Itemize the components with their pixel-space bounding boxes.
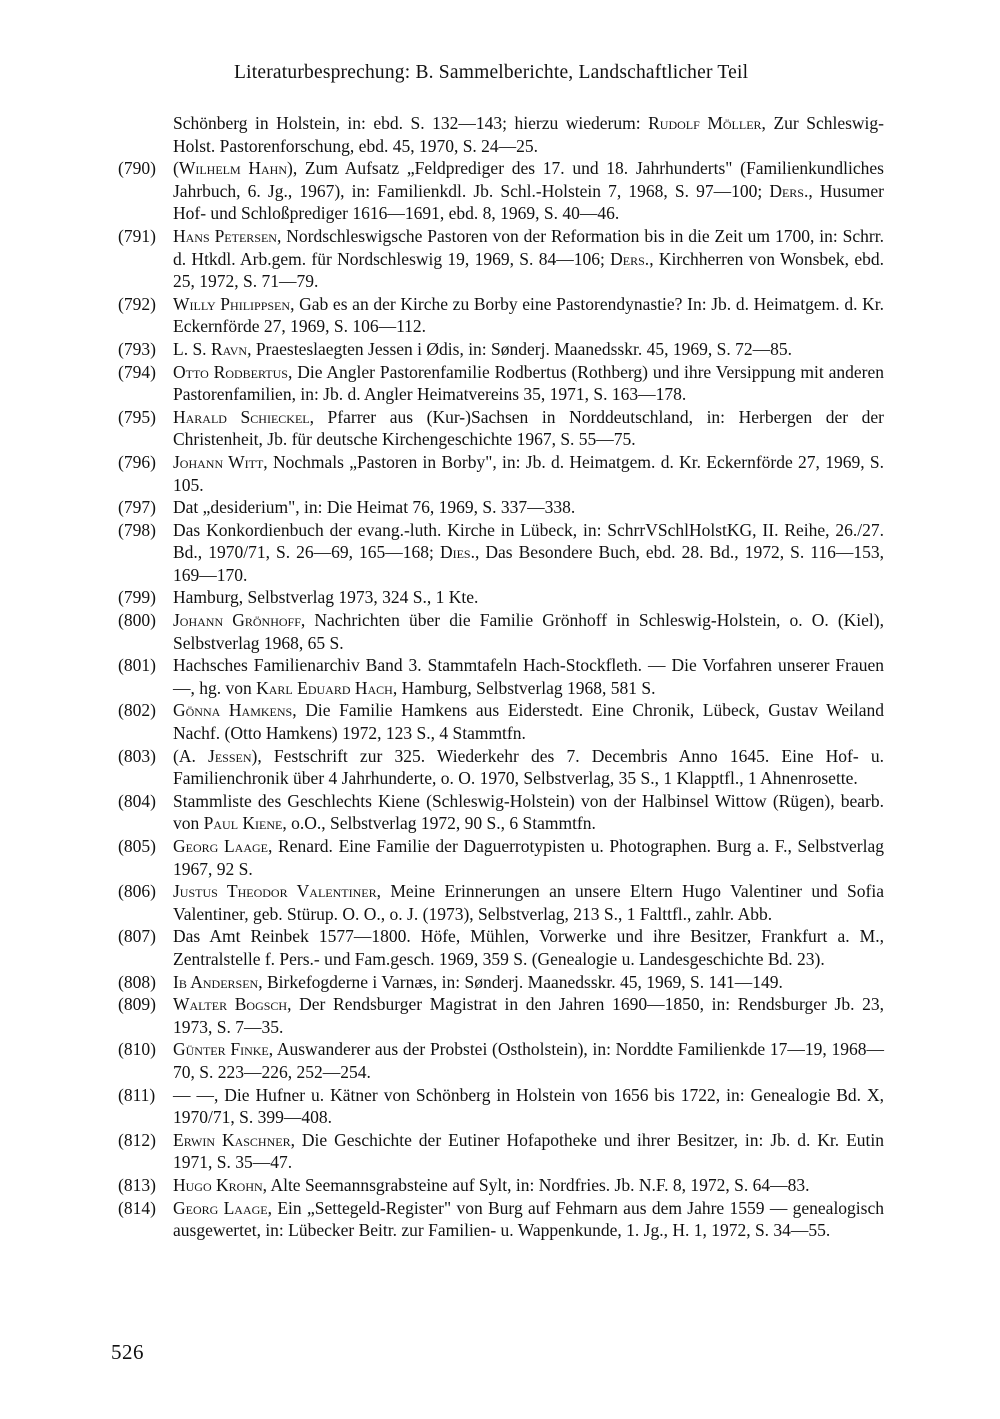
bibliography-entry — [118, 338, 884, 361]
bibliography-entry — [118, 112, 884, 157]
bibliography-entry — [118, 519, 884, 587]
entry-author: Walter Bogsch — [173, 994, 288, 1015]
entry-number: (808) — [118, 971, 156, 992]
bibliography-entry — [118, 293, 884, 338]
entry-number: (812) — [118, 1129, 156, 1150]
entry-author: Ders. — [610, 248, 650, 269]
entry-text: Hachsches Familienarchiv Band 3. Stammtafeln Hach-Stockfleth. — Die Vorfahren unserer Frauen —, hg. von — [173, 655, 884, 698]
bibliography-entry — [118, 1129, 884, 1174]
entry-number: (803) — [118, 745, 156, 766]
entry-text: Stammliste des Geschlechts Kiene (Schleswig-Holstein) von der Halbinsel Wittow (Rügen), bearb. von — [173, 790, 884, 834]
bibliography-entry — [118, 835, 884, 880]
bibliography-entry — [118, 586, 884, 609]
entry-author: Paul Kiene — [203, 813, 283, 834]
entry-text: , Ein „Settegeld-Register" von Burg auf Fehmarn aus dem Jahre 1559 — genealogisch ausgewertet, in: Lübecker Beitr. zur Familien- u. Wappenkunde, 1. Jg., H. 1, 1972, S. 34—55. — [173, 1197, 884, 1241]
bibliography-entry — [118, 745, 884, 790]
running-head: Literaturbesprechung: B. Sammelberichte, Landschaftlicher Teil — [234, 62, 749, 83]
bibliography-entry — [118, 1084, 884, 1129]
entry-text: , Kirchherren von Wonsbek, ebd. 25, 1972, S. 71—79. — [173, 248, 884, 292]
entry-text: , Nochmals „Pastoren in Borby", in: Jb. d. Heimatgem. d. Kr. Eckernförde 27, 1969, S. 105. — [173, 451, 884, 495]
entry-number: (813) — [118, 1174, 156, 1195]
bibliography-list — [118, 112, 884, 1242]
entry-author: Hugo Krohn — [173, 1174, 263, 1195]
entry-number: (796) — [118, 451, 156, 472]
entry-text: , Zum Aufsatz „Feldprediger des 17. und 18. Jahrhunderts" (Familienkundliches Jahrbuch, 6. Jg., 1967), in: Familienkdl. Jb. Schl.-Holstein 7, 1968, S. 97—100; — [173, 158, 884, 201]
entry-author: Willy Philippsen — [173, 293, 291, 314]
entry-number: (804) — [118, 790, 156, 811]
entry-text: , o.O., Selbstverlag 1972, 90 S., 6 Stammtfn. — [282, 813, 596, 834]
entry-author: Gönna Hamkens — [173, 700, 293, 721]
entry-author: Günter Finke — [173, 1039, 269, 1060]
bibliography-entry — [118, 609, 884, 654]
entry-text: , Husumer Hof- und Schloßprediger 1616—1691, ebd. 8, 1969, S. 40—46. — [173, 180, 884, 224]
entry-author: (A. Jessen) — [173, 745, 258, 766]
entry-number: (814) — [118, 1197, 156, 1218]
entry-author: Georg Laage — [173, 1197, 268, 1218]
entry-text: , Die Familie Hamkens aus Eiderstedt. Eine Chronik, Lübeck, Gustav Weiland Nachf. (Otto Hamkens) 1972, 123 S., 4 Stammtfn. — [173, 700, 884, 744]
entry-number: (790) — [118, 158, 156, 179]
entry-number: (792) — [118, 293, 156, 314]
entry-author: Hans Petersen — [173, 225, 277, 246]
bibliography-entry — [118, 361, 884, 406]
bibliography-entry — [118, 406, 884, 451]
entry-text: , Nachrichten über die Familie Grönhoff in Schleswig-Holstein, o. O. (Kiel), Selbstverlag 1968, 65 S. — [173, 610, 884, 653]
bibliography-entry — [118, 496, 884, 519]
bibliography-entry — [118, 451, 884, 496]
bibliography-entry — [118, 971, 884, 994]
entry-number: (802) — [118, 700, 156, 721]
entry-text: Hamburg, Selbstverlag 1973, 324 S., 1 Kte. — [173, 587, 479, 608]
entry-author: Ib Andersen — [173, 971, 259, 992]
entry-number: (793) — [118, 338, 156, 359]
entry-text: Schönberg in Holstein, in: ebd. S. 132—143; hierzu wiederum: — [173, 113, 649, 133]
entry-text: , Pfarrer aus (Kur-)Sachsen in Norddeutschland, in: Herbergen der der Christenheit, Jb. für deutsche Kirchengeschichte 1967, S. 55—75. — [173, 406, 884, 450]
entry-number: (800) — [118, 610, 156, 631]
entry-text: , Hamburg, Selbstverlag 1968, 581 S. — [392, 677, 656, 698]
entry-author: Karl Eduard Hach — [256, 677, 393, 698]
entry-number: (811) — [118, 1084, 156, 1105]
entry-text: , Zur Schleswig-Holst. Pastorenforschung, ebd. 45, 1970, S. 24—25. — [173, 113, 884, 156]
entry-author: Justus Theodor Valentiner — [173, 881, 377, 902]
entry-author: (Wilhelm Hahn) — [173, 158, 293, 179]
entry-text: , Die Angler Pastorenfamilie Rodbertus (Rothberg) und ihre Versippung mit anderen Pastorenfamilien, in: Jb. d. Angler Heimatvereins 35, 1971, S. 163—178. — [173, 361, 884, 405]
entry-number: (795) — [118, 406, 156, 427]
bibliography-entry — [118, 157, 884, 225]
bibliography-entry — [118, 1174, 884, 1197]
bibliography-entry — [118, 654, 884, 699]
bibliography-entry — [118, 699, 884, 744]
entry-author: Johann Witt — [173, 451, 264, 472]
entry-text: , Gab es an der Kirche zu Borby eine Pastorendynastie? In: Jb. d. Heimatgem. d. Kr. Eckernförde 27, 1969, S. 106—112. — [173, 293, 884, 337]
entry-text: , Praesteslaegten Jessen i Ødis, in: Sønderj. Maanedsskr. 45, 1969, S. 72—85. — [247, 338, 792, 359]
entry-author: Ders. — [769, 180, 809, 201]
entry-number: (797) — [118, 497, 156, 518]
entry-text: L. S. — [173, 338, 211, 359]
entry-number: (807) — [118, 926, 156, 947]
page-number: 526 — [111, 1340, 144, 1364]
bibliography-entry — [118, 790, 884, 835]
entry-author: Georg Laage — [173, 836, 268, 856]
entry-number: (794) — [118, 361, 156, 382]
entry-text: , Der Rendsburger Magistrat in den Jahren 1690—1850, in: Rendsburger Jb. 23, 1973, S. 7—35. — [173, 994, 884, 1037]
entry-number: (809) — [118, 994, 156, 1015]
entry-text: , Renard. Eine Familie der Daguerrotypisten u. Photographen. Burg a. F., Selbstverlag 1967, 92 S. — [173, 836, 884, 879]
bibliography-entry — [118, 925, 884, 970]
entry-text: — —, Die Hufner u. Kätner von Schönberg in Holstein von 1656 bis 1722, in: Genealogie Bd. X, 1970/71, S. 399—408. — [173, 1084, 884, 1128]
entry-text: , Auswanderer aus der Probstei (Ostholstein), in: Norddte Familienkde 17—19, 1968—70, S. 223—226, 252—254. — [173, 1039, 884, 1082]
entry-text: Das Amt Reinbek 1577—1800. Höfe, Mühlen, Vorwerke und ihre Besitzer, Frankfurt a. M., Zentralstelle f. Pers.- und Fam.gesch. 1969, 359 S. (Genealogie u. Landesgeschichte Bd. 23). — [173, 926, 884, 969]
entry-number: (791) — [118, 225, 156, 246]
entry-text: , Alte Seemannsgrabsteine auf Sylt, in: Nordfries. Jb. N.F. 8, 1972, S. 64—83. — [262, 1174, 810, 1195]
bibliography-entry — [118, 993, 884, 1038]
entry-text: , Birkefogderne i Varnæs, in: Sønderj. Maanedsskr. 45, 1969, S. 141—149. — [258, 971, 783, 992]
bibliography-entry — [118, 1038, 884, 1083]
entry-number: (806) — [118, 881, 156, 902]
entry-author: Rudolf Möller — [648, 113, 762, 133]
entry-number: (810) — [118, 1039, 156, 1060]
entry-text: , Festschrift zur 325. Wiederkehr des 7. Decembris Anno 1645. Eine Hof- u. Familienchronik über 4 Jahrhunderte, o. O. 1970, Selbstverlag, 35 S., 1 Klapptfl., 1 Ahnenrosette. — [173, 745, 884, 789]
bibliography-entry — [118, 880, 884, 925]
entry-text: Dat „desiderium", in: Die Heimat 76, 1969, S. 337—338. — [173, 497, 576, 518]
entry-text: , Meine Erinnerungen an unsere Eltern Hugo Valentiner und Sofia Valentiner, geb. Stürup. O. O., o. J. (1973), Selbstverlag, 213 S., 1 Falttfl., zahlr. Abb. — [173, 881, 884, 924]
entry-number: (798) — [118, 519, 156, 540]
entry-author: Ravn — [210, 338, 248, 359]
entry-text: , Nordschleswigsche Pastoren von der Reformation bis in die Zeit um 1700, in: Schrr. d. Htkdl. Arb.gem. für Nordschleswig 19, 1969, S. 84—106; — [173, 225, 884, 269]
entry-text: , Die Geschichte der Eutiner Hofapotheke und ihrer Besitzer, in: Jb. d. Kr. Eutin 1971, S. 35—47. — [173, 1129, 884, 1173]
entry-author: Johann Grönhoff — [173, 610, 301, 631]
entry-text: Das Konkordienbuch der evang.-luth. Kirche in Lübeck, in: SchrrVSchlHolstKG, II. Reihe, 26./27. Bd., 1970/71, S. 26—69, 165—168; — [173, 519, 884, 563]
bibliography-entry — [118, 225, 884, 293]
entry-number: (805) — [118, 836, 156, 856]
entry-author: Harald Schieckel — [173, 406, 310, 427]
entry-author: Dies. — [439, 542, 475, 563]
entry-number: (801) — [118, 655, 156, 676]
bibliography-entry — [118, 1197, 884, 1242]
entry-number: (799) — [118, 587, 156, 608]
entry-text: , Das Besondere Buch, ebd. 28. Bd., 1972, S. 116—153, 169—170. — [173, 542, 884, 585]
entry-author: Otto Rodbertus — [173, 361, 288, 382]
entry-author: Erwin Kaschner — [173, 1129, 291, 1150]
